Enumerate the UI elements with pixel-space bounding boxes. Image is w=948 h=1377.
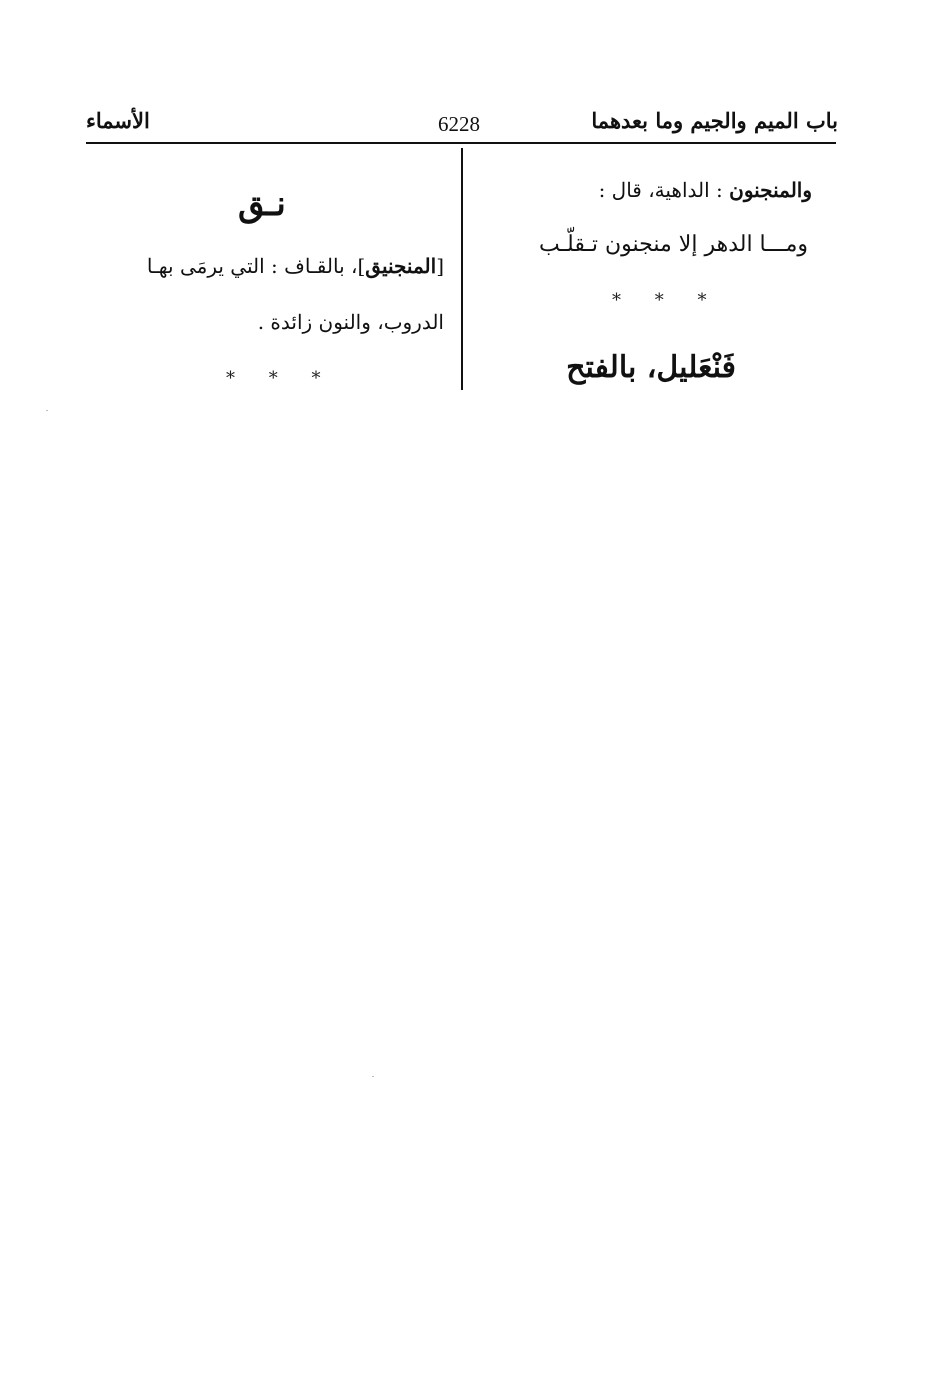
section-separator: * * * — [226, 368, 335, 389]
open-bracket: [ — [436, 254, 444, 278]
section-separator: * * * — [612, 290, 721, 311]
entry-term: المنجنيق — [365, 254, 437, 278]
entry-definition: : الداهية، قال : — [598, 178, 723, 202]
header-rule — [86, 142, 836, 144]
entry-text: ]، بالقـاف : التي يرمَى بهـا — [146, 254, 366, 278]
entry-term: والمنجنون — [729, 178, 812, 202]
chapter-title: باب الميم والجيم وما بعدهما — [591, 108, 838, 133]
root-heading: نـق — [238, 184, 286, 224]
entry-line — [599, 178, 812, 202]
entry-continuation: الدروب، والنون زائدة . — [257, 310, 444, 334]
entry-line — [147, 254, 444, 278]
pattern-heading: فَنْعَليل، بالفتح — [566, 350, 736, 385]
scan-speck — [372, 1076, 374, 1077]
column-divider — [461, 148, 463, 390]
scan-speck — [46, 410, 48, 411]
section-title: الأسماء — [86, 108, 150, 133]
page-number: 6228 — [438, 112, 480, 136]
verse-line: ومـــا الدهر إلا منجنون تـقلّـب — [539, 232, 808, 257]
